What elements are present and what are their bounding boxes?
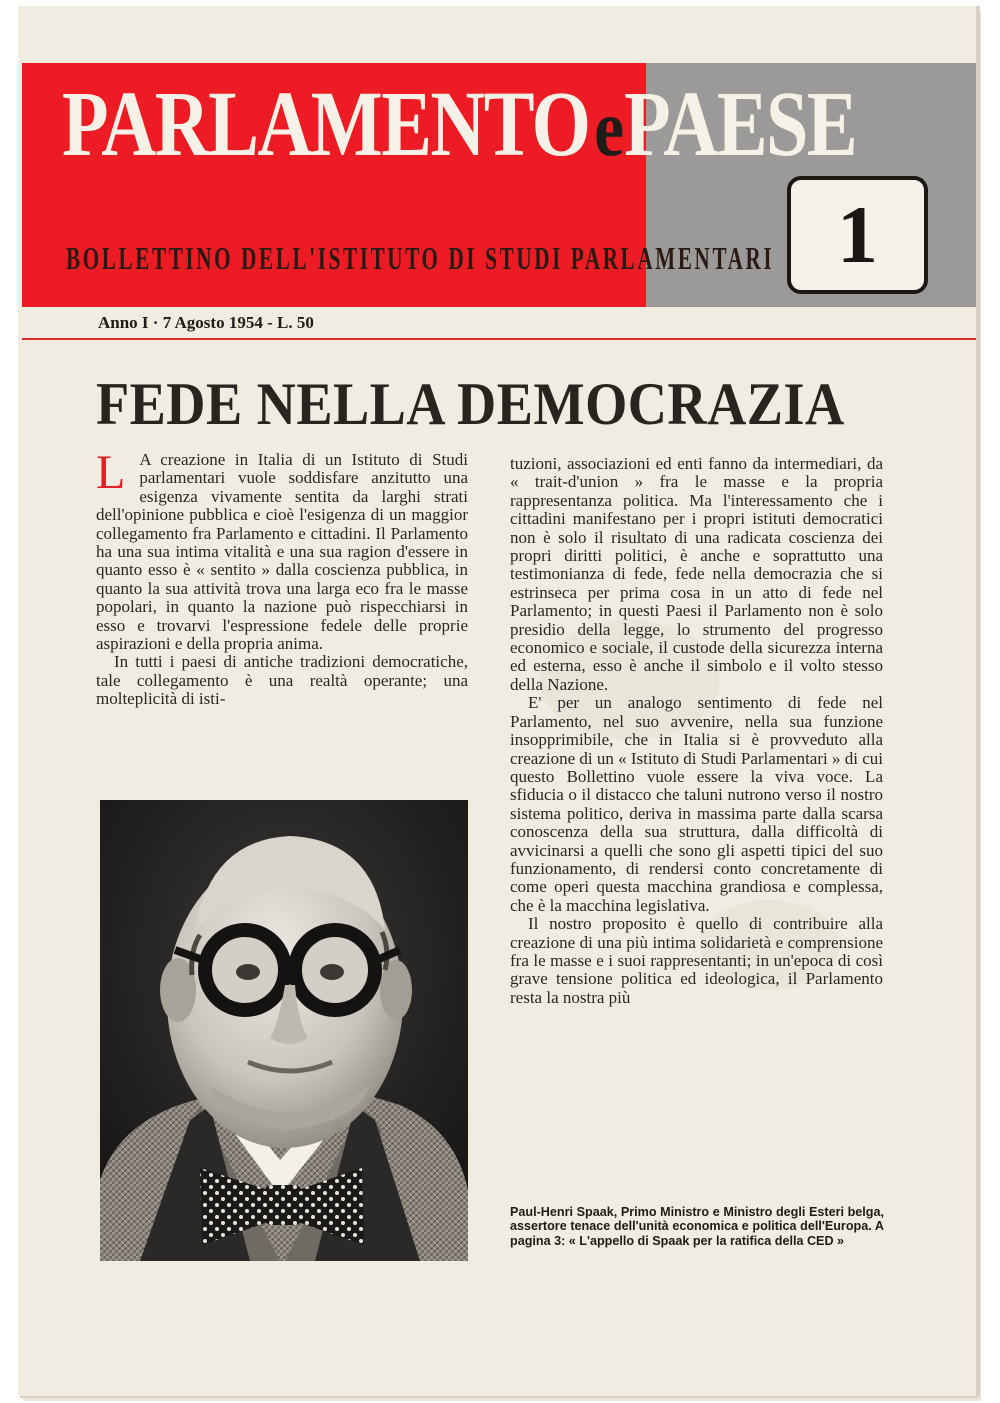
article-paragraph xyxy=(96,446,468,654)
red-rule-divider xyxy=(22,338,976,340)
dateline: Anno I · 7 Agosto 1954 - L. 50 xyxy=(98,313,314,332)
masthead-title-paese: PAESE xyxy=(624,73,857,176)
portrait-illustration xyxy=(100,800,468,1261)
article-column-left xyxy=(96,446,468,709)
masthead-title-connector: e xyxy=(594,82,623,173)
article-paragraph: tuzioni, associazioni ed enti fanno da intermediari, da « trait-d'union » fra le masse e la propria rappresentanza politica. Ma l'interessamento che i cittadini manifestano per i propri istituti democratici non è solo il risultato di una radicata coscienza dei propri diritti politici, è anche e soprattutto una testimonianza di fede, fede nella democrazia che si estrinseca per prima cosa in un atto di fede nel Parlamento; in questi Paesi il Parlamento non è solo presidio della legge, lo strumento del progresso economico e sociale, il custode della sicurezza interna ed esterna, esso è anche il simbolo e il volto stesso della Nazione. xyxy=(510,454,883,694)
masthead-title xyxy=(62,73,857,176)
article-paragraph: Il nostro proposito è quello di contribuire alla creazione di una più intima solidarietà e comprensione fra le masse e i suoi rappresentanti; in un'epoca di così grave tensione politica ed ideologica, il Parlamento resta la nostra più xyxy=(510,914,883,1007)
issue-number-box xyxy=(787,176,928,294)
article-paragraph: E' per un analogo sentimento di fede nel Parlamento, nel suo avvenire, nella sua funzione insopprimibile, che in Italia si è provveduto alla creazione di un « Istituto di Studi Parlamentari » di cui questo Bollettino vuole essere la viva voce. La sfiducia o il distacco che taluni nutrono verso il nostro sistema politico, deriva in massima parte dalla scarsa conoscenza della sua struttura, dalla difficoltà di avvicinarsi a quelli che sono gli aspetti tipici del suo funzionamento, di rendersi conto concretamente di come operi questa macchina grandiosa e complessa, che è la macchina legislativa. xyxy=(510,693,883,915)
page-edge xyxy=(976,6,980,1396)
drop-cap: L xyxy=(96,446,126,499)
article-column-right xyxy=(510,455,883,1007)
article-headline: FEDE NELLA DEMOCRAZIA xyxy=(96,371,845,437)
photo-caption: Paul-Henri Spaak, Primo Ministro e Ministro degli Esteri belga, assertore tenace dell'unità economica e politica dell'Europa. A pagina 3: « L'appello di Spaak per la ratifica della CED » xyxy=(510,1205,884,1248)
article-paragraph: In tutti i paesi di antiche tradizioni democratiche, tale collegamento è una realtà operante; una molteplicità di isti- xyxy=(96,652,468,709)
paragraph-text: A creazione in Italia di un Istituto di Studi parlamentari vuole soddisfare anzitutto una esigenza vivamente sentita da larghi strati dell'opinione pubblica e cioè l'esigenza di un maggior collegamento fra Parlamento e cittadini. Il Parlamento ha una sua intima vitalità e una sua ragion d'essere in quanto esso è « sentito » dalla coscienza pubblica, in quanto la sua attività trova una larga eco fra le masse popolari, in quanto la nazione può rispecchiarsi in esso e trovarvi l'espressione fedele delle proprie aspirazioni e della propria anima. xyxy=(96,450,468,654)
masthead-title-parlamento: PARLAMENTO xyxy=(62,73,590,176)
masthead-subtitle: BOLLETTINO DELL'ISTITUTO DI STUDI PARLAMENTARI xyxy=(66,240,775,276)
portrait-photo xyxy=(100,800,468,1261)
issue-number: 1 xyxy=(837,189,878,280)
